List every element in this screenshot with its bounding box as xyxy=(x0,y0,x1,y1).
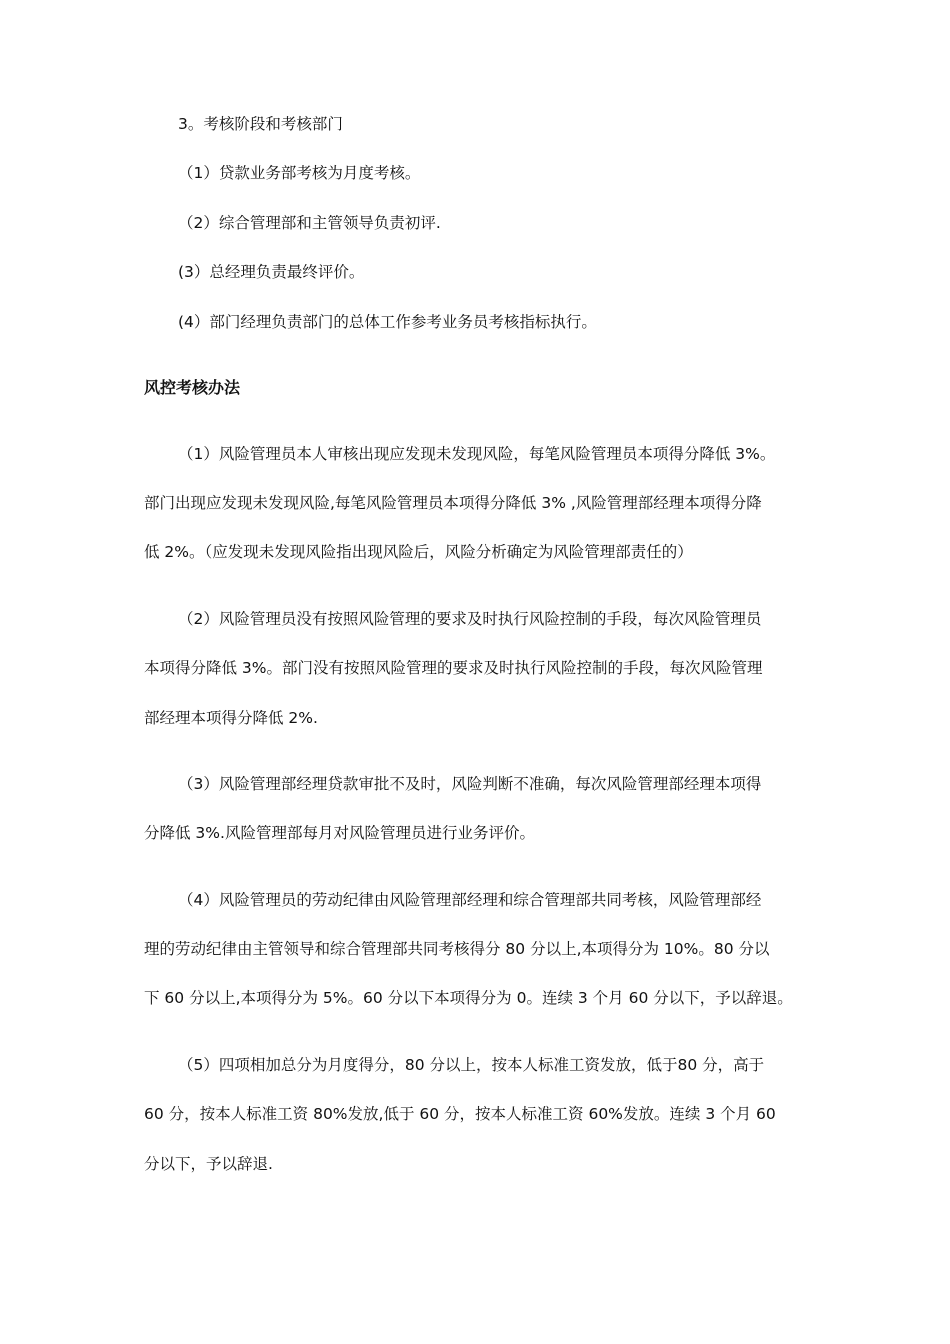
paragraph-line: 下 60 分以上,本项得分为 5%。60 分以下本项得分为 0。连续 3 个月 60 分以下，予以辞退。 xyxy=(144,989,793,1007)
paragraph-line: （1）风险管理员本人审核出现应发现未发现风险，每笔风险管理员本项得分降低 3%。 xyxy=(178,445,776,463)
section-title: 3。考核阶段和考核部门 xyxy=(178,115,343,133)
paragraph-line: 本项得分降低 3%。部门没有按照风险管理的要求及时执行风险控制的手段，每次风险管理 xyxy=(144,659,763,677)
paragraph-line: （4）风险管理员的劳动纪律由风险管理部经理和综合管理部共同考核，风险管理部经 xyxy=(178,891,762,909)
list-item: (4）部门经理负责部门的总体工作参考业务员考核指标执行。 xyxy=(178,313,597,331)
paragraph-line: 部门出现应发现未发现风险,每笔风险管理员本项得分降低 3% ,风险管理部经理本项得分降 xyxy=(144,494,762,512)
paragraph-line: 分降低 3%.风险管理部每月对风险管理员进行业务评价。 xyxy=(144,824,535,842)
list-item: (3）总经理负责最终评价。 xyxy=(178,263,365,281)
paragraph-line: 60 分，按本人标准工资 80%发放,低于 60 分，按本人标准工资 60%发放。连续 3 个月 60 xyxy=(144,1105,776,1123)
list-item: （1）贷款业务部考核为月度考核。 xyxy=(178,164,421,182)
paragraph-line: 部经理本项得分降低 2%. xyxy=(144,709,318,727)
paragraph-line: 低 2%。（应发现未发现风险指出现风险后，风险分析确定为风险管理部责任的） xyxy=(144,543,693,561)
paragraph-line: 理的劳动纪律由主管领导和综合管理部共同考核得分 80 分以上,本项得分为 10%。80 分以 xyxy=(144,940,770,958)
paragraph-line: 分以下，予以辞退. xyxy=(144,1155,273,1173)
paragraph-line: （3）风险管理部经理贷款审批不及时，风险判断不准确，每次风险管理部经理本项得 xyxy=(178,775,762,793)
list-item: （2）综合管理部和主管领导负责初评. xyxy=(178,214,441,232)
paragraph-line: （2）风险管理员没有按照风险管理的要求及时执行风险控制的手段，每次风险管理员 xyxy=(178,610,762,628)
paragraph-line: （5）四项相加总分为月度得分，80 分以上，按本人标准工资发放，低于80 分，高于 xyxy=(178,1056,765,1074)
section-heading: 风控考核办法 xyxy=(144,378,241,397)
